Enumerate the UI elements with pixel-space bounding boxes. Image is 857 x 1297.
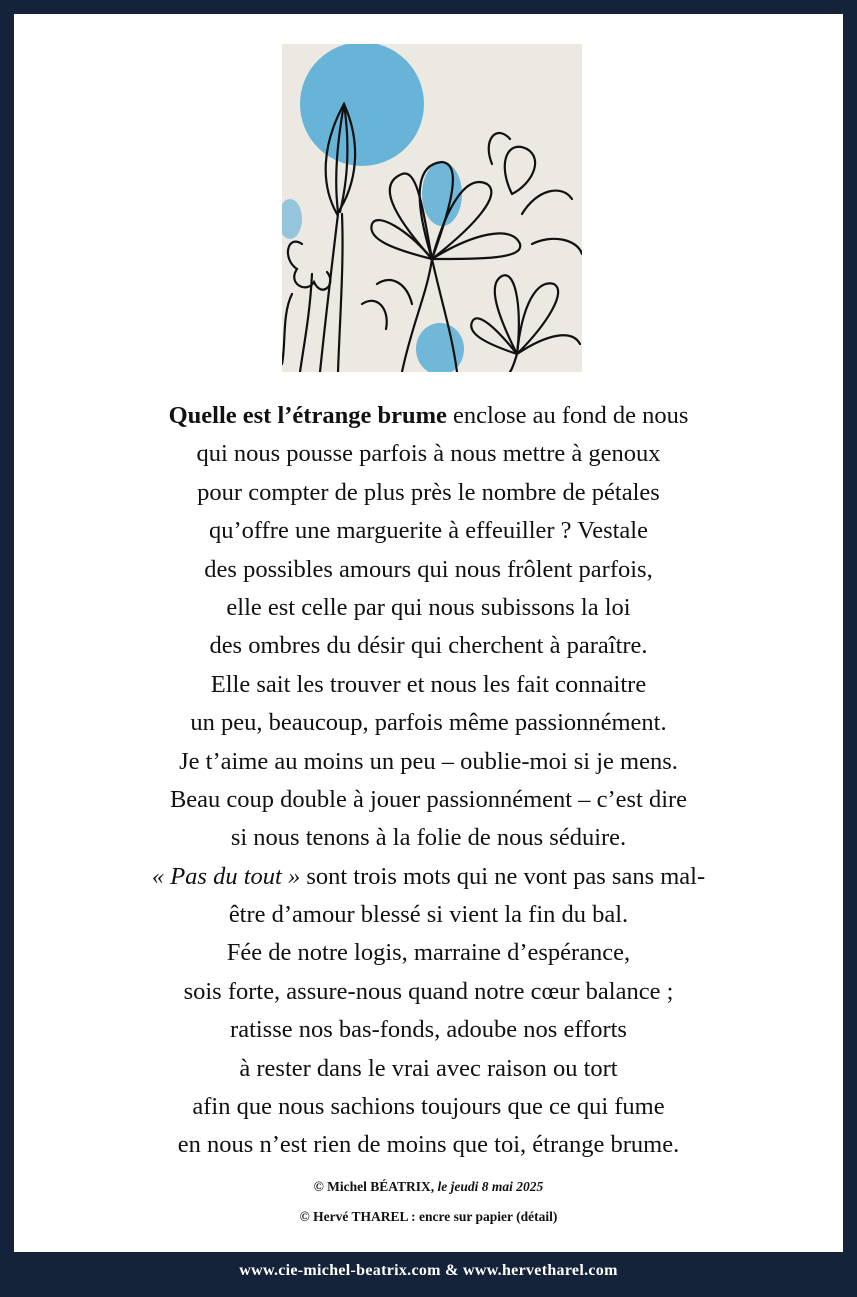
poem-line-1 xyxy=(14,397,843,435)
poem-line-7: des ombres du désir qui cherchent à paraître. xyxy=(209,632,648,660)
poem-line-12: si nous tenons à la folie de nous séduire. xyxy=(230,824,627,852)
poem-text xyxy=(14,397,843,1165)
poem-line-2: qui nous pousse parfois à nous mettre à genoux xyxy=(196,440,661,468)
footer-websites: www.cie-michel-beatrix.com & www.hervetharel.com xyxy=(239,1262,618,1279)
poem-line-3: pour compter de plus près le nombre de pétales xyxy=(197,478,660,506)
poem-line-18: à rester dans le vrai avec raison ou tort xyxy=(239,1054,618,1082)
poem-line-4: qu’offre une marguerite à effeuiller ? Vestale xyxy=(209,517,648,545)
poem-line-20: en nous n’est rien de moins que toi, étrange brume. xyxy=(177,1131,680,1159)
poem-line-17: ratisse nos bas-fonds, adoube nos efforts xyxy=(230,1016,627,1044)
poem-line-5: des possibles amours qui nous frôlent parfois, xyxy=(204,555,653,583)
ink-flowers-drawing xyxy=(282,44,582,372)
poem-line-15: Fée de notre logis, marraine d’espérance, xyxy=(226,939,631,967)
poem-line-6: elle est celle par qui nous subissons la loi xyxy=(226,593,631,621)
poem-line-19: afin que nous sachions toujours que ce qui fume xyxy=(192,1093,665,1121)
poem-line-16: sois forte, assure-nous quand notre cœur balance ; xyxy=(183,977,674,1005)
author-name: © Michel BÉATRIX, xyxy=(313,1179,435,1194)
artist-credit: © Hervé THAREL : encre sur papier (détail) xyxy=(299,1209,558,1224)
poem-line-14: être d’amour blessé si vient la fin du bal. xyxy=(228,901,629,929)
poem-date: le jeudi 8 mai 2025 xyxy=(434,1179,544,1194)
poem-line-8: Elle sait les trouver et nous les fait connaitre xyxy=(210,670,647,698)
author-credit xyxy=(14,1179,843,1195)
poem-line-1-rest: enclose au fond de nous xyxy=(446,402,689,429)
poem-line-1-bold: Quelle est l’étrange brume xyxy=(168,402,447,429)
poem-line-13 xyxy=(14,858,843,896)
flower-artwork xyxy=(282,44,582,372)
poem-line-11: Beau coup double à jouer passionnément – c’est dire xyxy=(169,785,688,813)
poem-line-13-italic: « Pas du tout » xyxy=(151,862,301,890)
poem-card xyxy=(14,14,843,1252)
poem-line-10: Je t’aime au moins un peu – oublie-moi si je mens. xyxy=(179,747,678,775)
poem-line-13-rest: sont trois mots qui ne vont pas sans mal- xyxy=(300,862,706,890)
poem-line-9: un peu, beaucoup, parfois même passionnément. xyxy=(190,709,667,737)
